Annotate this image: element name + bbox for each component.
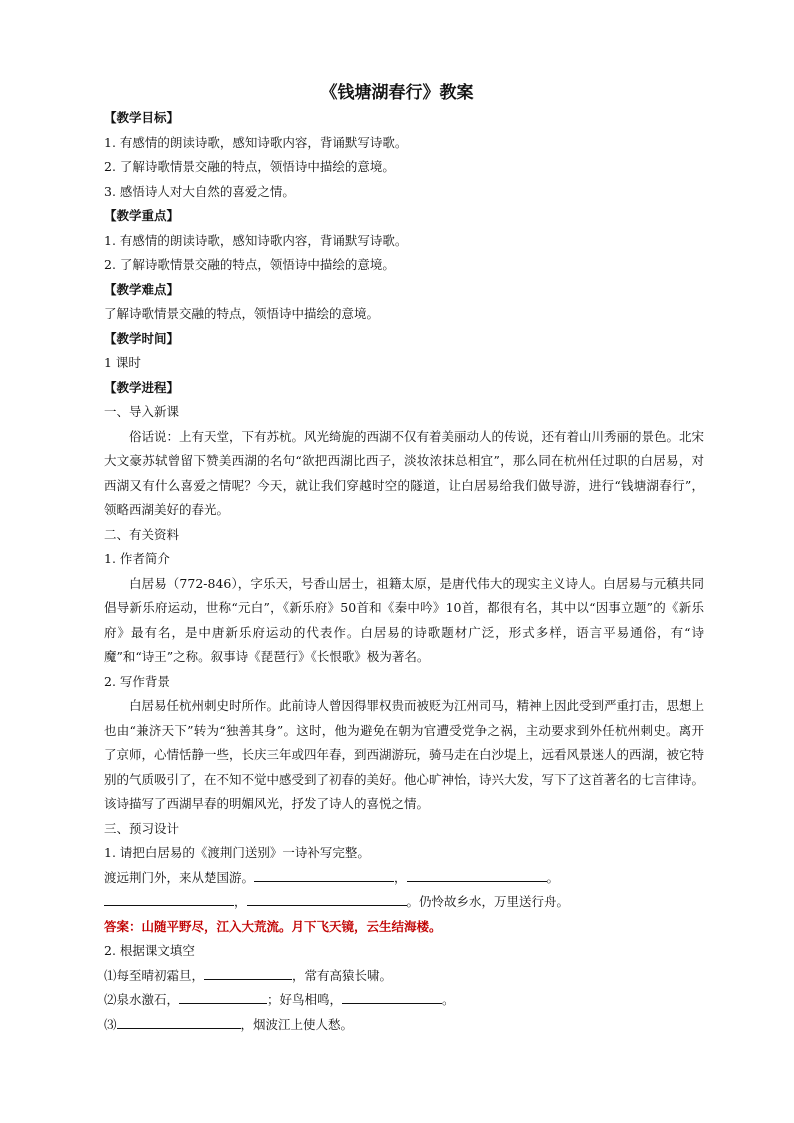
time-heading: 【教学时间】 [104,330,180,346]
question-1-line-2: ， 。仍怜故乡水，万里送行舟。 [104,890,704,915]
document-body [104,106,704,1037]
fill-blank[interactable] [117,1014,241,1029]
background-paragraph: 白居易任杭州刺史时所作。此前诗人曾因得罪权贵而被贬为江州司马，精神上因此受到严重打击，思想上也由“兼济天下”转为“独善其身”。这时，他为避免在朝为官遭受党争之祸，主动要求到外任杭州刺史。离开了京师，心情恬静一些，长庆三年或四年春，到西湖游玩，骑马走在白沙堤上，远看风景迷人的西湖，被它特别的气质吸引了，在不知不觉中感受到了初春的美好。他心旷神怡，诗兴大发，写下了这首著名的七言律诗。该诗描写了西湖早春的明媚风光，抒发了诗人的喜悦之情。 [104,698,705,811]
objective-item: 3. 感悟诗人对大自然的喜爱之情。 [104,183,295,199]
author-paragraph: 白居易（772-846），字乐天，号香山居士，祖籍太原，是唐代伟大的现实主义诗人。白居易与元稹共同倡导新乐府运动，世称“元白”，《新乐府》50首和《秦中吟》10首，都很有名，其中以“因事立题”的《新乐府》最有名，是中唐新乐府运动的代表作。白居易的诗歌题材广泛，形式多样，语言平易通俗，有“诗魔”和“诗王”之称。叙事诗《琵琶行》《长恨歌》极为著名。 [104,575,704,664]
question-text: ⑶ [104,1016,117,1032]
fill-blank[interactable] [247,891,407,906]
objective-item: 1. 有感情的朗读诗歌，感知诗歌内容，背诵默写诗歌。 [104,134,408,150]
poem-text: 。仍怜故乡水，万里送行舟。 [406,894,570,909]
answer-label: 答案： [104,918,142,934]
fill-blank[interactable] [342,989,442,1004]
objectives-heading: 【教学目标】 [104,110,180,125]
question-text: ；好鸟相鸣， [267,992,343,1007]
question-text: ⑴每至晴初霜旦， [104,967,205,983]
question-2-item-2 [104,988,704,1013]
question-text: ，常有高猿长啸。 [292,967,393,983]
difficulty-text: 了解诗歌情景交融的特点，领悟诗中描绘的意境。 [104,306,380,321]
time-text: 1 课时 [104,355,141,370]
question-2-item-1 [104,964,704,989]
fill-blank[interactable] [254,867,394,882]
question-text: ⑵泉水激石， [104,992,180,1007]
question-text: 。 [442,992,455,1007]
key-point-item: 1. 有感情的朗读诗歌，感知诗歌内容，背诵默写诗歌。 [104,232,408,248]
answer-text: 山随平野尽，江入大荒流。月下飞天镜，云生结海楼。 [141,918,442,934]
difficulty-heading: 【教学难点】 [104,281,180,297]
key-point-item: 2. 了解诗歌情景交融的特点，领悟诗中描绘的意境。 [104,257,395,272]
answer-line [104,915,704,940]
fill-blank[interactable] [179,989,267,1004]
fill-blank[interactable] [104,891,234,906]
question-1-line-1: 渡远荆门外，来从楚国游。 ， 。 [104,866,704,891]
intro-paragraph: 俗话说：上有天堂，下有苏杭。风光绮旎的西湖不仅有着美丽动人的传说，还有着山川秀丽的景色。北宋大文豪苏轼曾留下赞美西湖的名句“欲把西湖比西子，淡妆浓抹总相宜”，那么同在杭州任过职的白居易，对西湖又有什么喜爱之情呢？今天，就让我们穿越时空的隧道，让白居易给我们做导游，进行“钱塘湖春行”，领略西湖美好的春光。 [104,428,705,517]
question-2-heading: 2. 根据课文填空 [104,943,195,958]
author-heading: 1. 作者简介 [104,551,170,566]
fill-blank[interactable] [407,867,547,882]
question-text: ，烟波江上使人愁。 [240,1016,354,1032]
objective-item: 2. 了解诗歌情景交融的特点，领悟诗中描绘的意境。 [104,159,395,174]
fill-blank[interactable] [204,965,292,980]
background-heading: 2. 写作背景 [104,673,170,689]
document-title: 《钱塘湖春行》教案 [320,83,474,103]
preview-heading: 三、预习设计 [104,820,180,836]
process-heading: 【教学进程】 [104,379,180,395]
intro-heading: 一、导入新课 [104,404,180,419]
key-points-heading: 【教学重点】 [104,208,180,223]
question-2-item-3 [104,1013,704,1038]
poem-text: 渡远荆门外，来从楚国游。 [104,869,255,885]
materials-heading: 二、有关资料 [104,526,180,542]
question-1-heading: 1. 请把白居易的《渡荆门送别》一诗补写完整。 [104,845,370,860]
